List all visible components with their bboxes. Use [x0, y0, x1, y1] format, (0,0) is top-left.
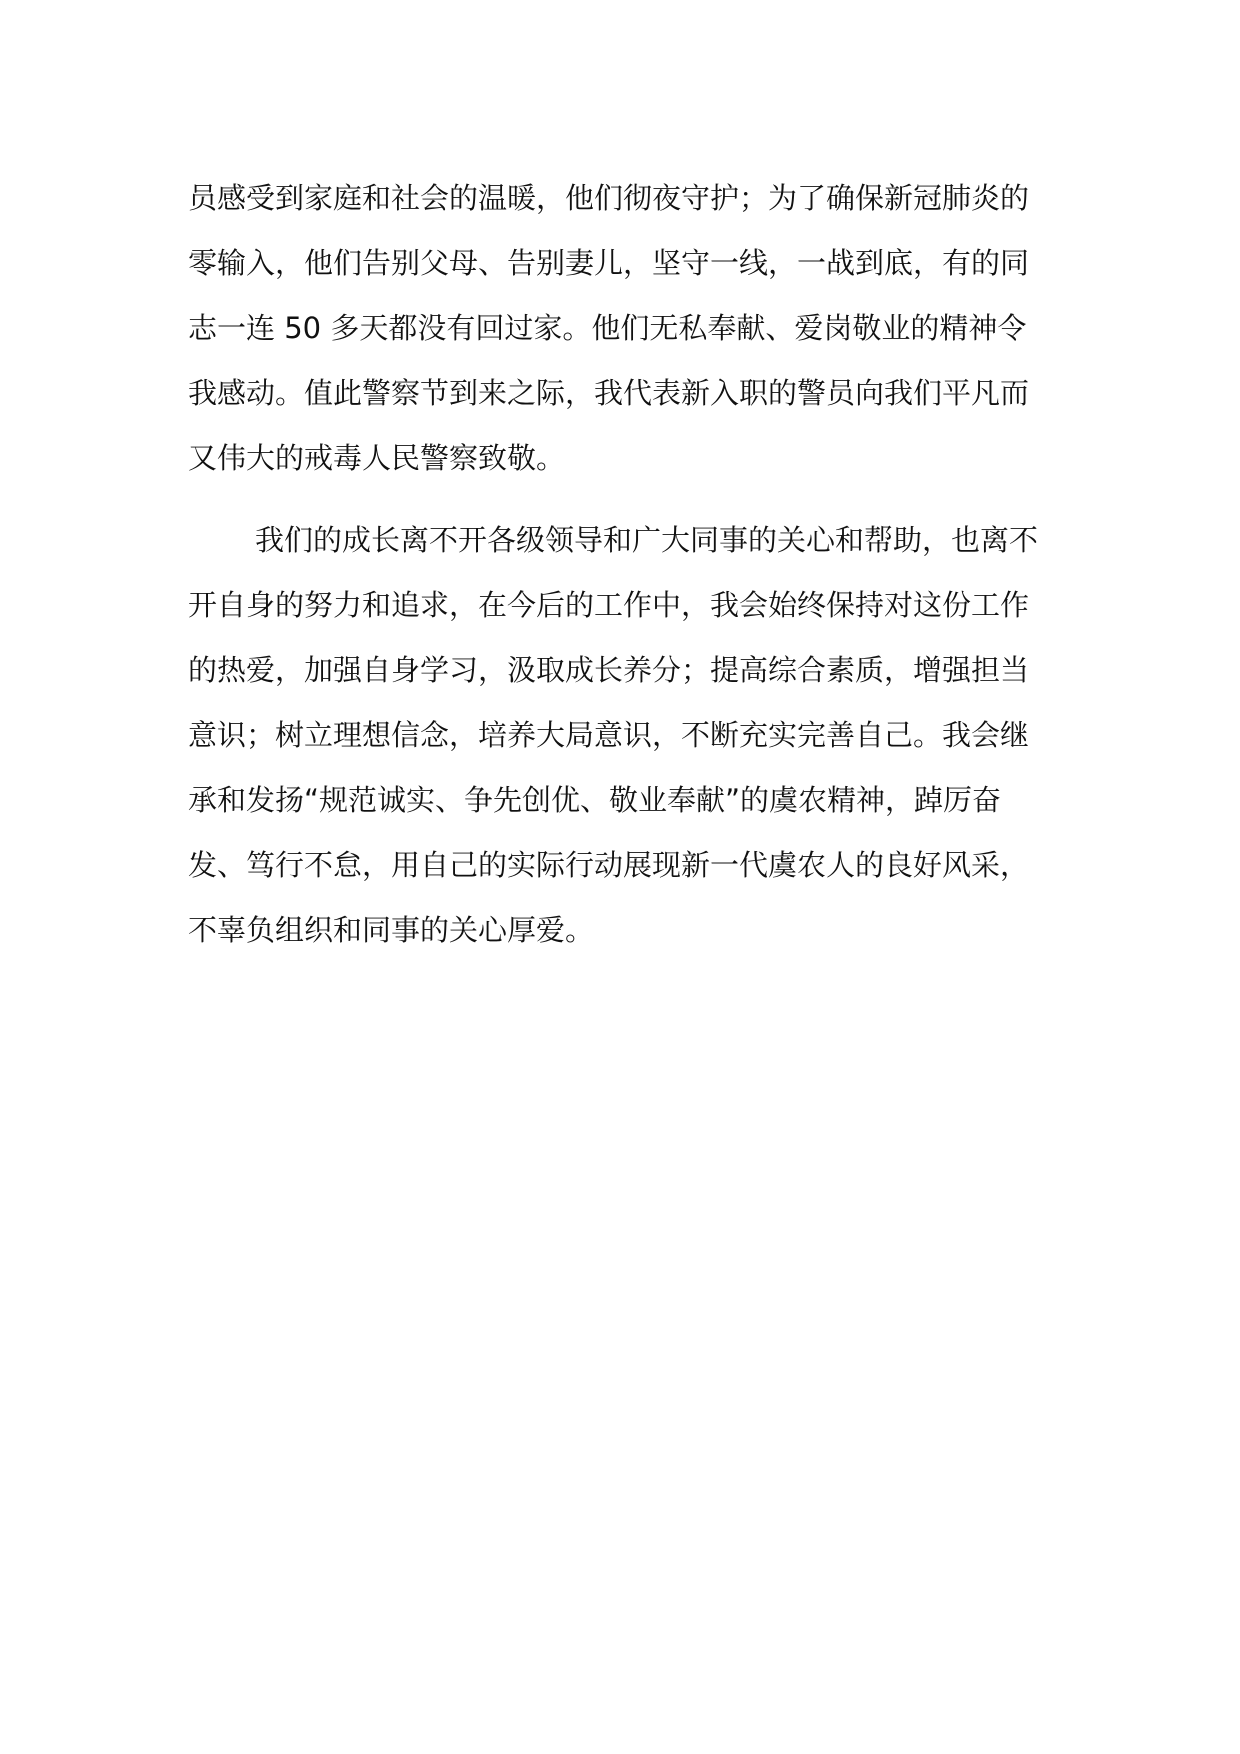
paragraph-line: 志一连 50 多天都没有回过家。他们无私奉献、爱岗敬业的精神令	[188, 311, 1027, 345]
paragraph-line: 我感动。值此警察节到来之际，我代表新入职的警员向我们平凡而	[188, 376, 1030, 410]
paragraph-line: 发、笃行不怠，用自己的实际行动展现新一代虞农人的良好风采，	[188, 848, 1030, 882]
paragraph-2	[188, 508, 1048, 963]
paragraph-line: 意识；树立理想信念，培养大局意识，不断充实完善自己。我会继	[188, 718, 1030, 752]
paragraph-line: 承和发扬“规范诚实、争先创优、敬业奉献”的虞农精神，踔厉奋	[188, 783, 1002, 817]
paragraph-line: 我们的成长离不开各级领导和广大同事的关心和帮助，也离不	[255, 523, 1039, 557]
paragraph-1	[188, 166, 1048, 491]
paragraph-line: 零输入，他们告别父母、告别妻儿，坚守一线，一战到底，有的同	[188, 246, 1030, 280]
paragraph-line: 不辜负组织和同事的关心厚爱。	[188, 913, 595, 947]
paragraph-line: 开自身的努力和追求，在今后的工作中，我会始终保持对这份工作	[188, 588, 1030, 622]
paragraph-line: 又伟大的戒毒人民警察致敬。	[188, 441, 566, 475]
paragraph-line: 的热爱，加强自身学习，汲取成长养分；提高综合素质，增强担当	[188, 653, 1030, 687]
paragraph-line: 员感受到家庭和社会的温暖，他们彻夜守护；为了确保新冠肺炎的	[188, 181, 1030, 215]
